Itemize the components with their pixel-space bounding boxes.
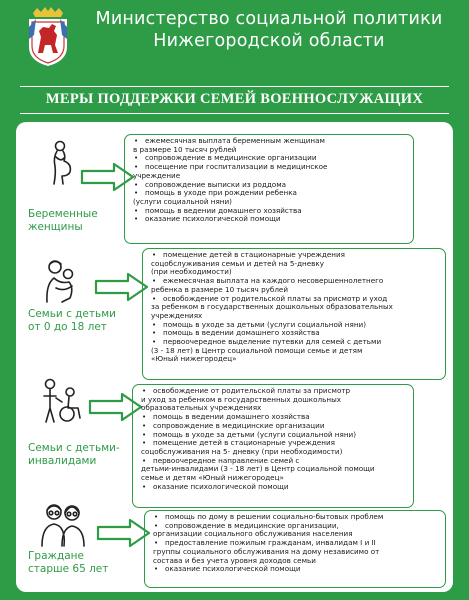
measures-list [153, 513, 439, 574]
list-item: (при необходимости) [151, 267, 232, 277]
list-item: • первоочередное выделение путевки для семей с детьми [151, 338, 439, 347]
ministry-title-line1: Министерство социальной политики [95, 9, 443, 29]
parent-child-icon [42, 258, 82, 304]
list-item: • помощь в ведении домашнего хозяйства [133, 207, 407, 216]
measures-list [133, 137, 407, 224]
group-label-families [28, 308, 116, 334]
list-item: учреждениях [151, 310, 203, 320]
list-item: • помощь в уходе за детьми (услуги социальной няни) [151, 321, 439, 330]
support-box-families [142, 248, 446, 380]
list-item: • помощь по дому в решении социально-бытовых проблем [153, 513, 439, 522]
wheelchair-family-icon [40, 378, 84, 424]
list-item: группы социального обслуживания на дому независимо от [153, 546, 380, 556]
list-item: ребенка в размере 10 тысяч рублей [151, 284, 289, 294]
support-box-seniors [144, 510, 446, 588]
measures-list [151, 251, 439, 364]
group-label-line1: Граждане [28, 550, 84, 562]
list-item: • посещение при госпитализации в медицинское [133, 163, 407, 172]
list-item: • освобождение от родительской платы за присмотр [141, 387, 407, 396]
list-item: (услуги социальной няни) [133, 196, 232, 206]
list-item: учреждение [133, 170, 181, 180]
list-item: (3 - 18 лет) в Центр социальной помощи семье и детям [151, 345, 363, 355]
list-item: в размере 10 тысяч рублей [133, 144, 237, 154]
list-item: • помещение детей в стационарные учреждения [141, 439, 407, 448]
list-item: • помощь в уходе за детьми (услуги социальной няни) [141, 431, 407, 440]
list-item: • оказание психологической помощи [133, 215, 407, 224]
group-label-line2: женщины [28, 221, 83, 233]
list-item: • предоставление пожилым гражданам, инвалидам I и II [153, 539, 439, 548]
list-item: • освобождение от родительской платы за присмотр и уход [151, 295, 439, 304]
group-label-line2: инвалидами [28, 455, 97, 467]
support-box-disabled-children [132, 384, 414, 508]
list-item: • сопровождение в медицинские организации, [153, 522, 439, 531]
content-card [16, 122, 453, 592]
list-item: «Юный нижегородец» [151, 354, 237, 364]
list-item: • сопровождение в медицинские организации [141, 422, 407, 431]
list-item: • помощь в ведении домашнего хозяйства [151, 329, 439, 338]
ministry-title [74, 8, 464, 52]
list-item: • ежемесячная выплата на каждого несовершеннолетнего [151, 277, 439, 286]
list-item: • помещение детей в стационарные учреждения [151, 251, 439, 260]
list-item: соцобслуживания семьи и детей на 5-дневку [151, 258, 325, 268]
measures-list [141, 387, 407, 491]
list-item: • помощь в ведении домашнего хозяйства [141, 413, 407, 422]
list-item: семье и детям «Юный нижегородец» [141, 473, 284, 483]
list-item: и уход за ребенком в государственных дошкольных [141, 394, 341, 404]
ministry-title-line2: Нижегородской области [153, 31, 385, 51]
list-item: • помощь в уходе при рождении ребенка [133, 189, 407, 198]
group-label-line1: Семьи с детьми- [28, 442, 120, 454]
list-item: • первоочередное направление семей с [141, 457, 407, 466]
list-item: • ежемесячная выплата беременным женщинам [133, 137, 407, 146]
list-item: • оказание психологической помощи [141, 483, 407, 492]
list-item: • сопровождение выписки из роддома [133, 181, 407, 190]
header [0, 0, 469, 78]
group-label-pregnant [28, 208, 98, 234]
group-label-line2: от 0 до 18 лет [28, 321, 107, 333]
support-box-pregnant [124, 134, 414, 244]
list-item: • сопровождение в медицинские организации [133, 154, 407, 163]
list-item: детьми-инвалидами (3 - 18 лет) в Центр социальной помощи [141, 464, 375, 474]
pregnant-woman-icon [42, 140, 82, 186]
list-item: соцобслуживания на 5- дневку (при необходимости) [141, 446, 343, 456]
coat-of-arms-icon [25, 7, 71, 67]
group-label-line1: Беременные [28, 208, 98, 220]
page-title: МЕРЫ ПОДДЕРЖКИ СЕМЕЙ ВОЕННОСЛУЖАЩИХ [20, 86, 449, 114]
group-label-disabled-children [28, 442, 120, 468]
group-label-seniors [28, 550, 108, 576]
group-label-line2: старше 65 лет [28, 563, 109, 575]
list-item: образовательных учреждениях [141, 403, 262, 413]
list-item: состава и без учета уровня доходов семьи [153, 555, 316, 565]
list-item: организации социального обслуживания населения [153, 529, 353, 539]
group-label-line1: Семьи с детьми [28, 308, 116, 320]
list-item: • оказание психологической помощи [153, 565, 439, 574]
list-item: за ребенком в государственных дошкольных образовательных [151, 302, 393, 312]
elderly-couple-icon [38, 502, 88, 548]
